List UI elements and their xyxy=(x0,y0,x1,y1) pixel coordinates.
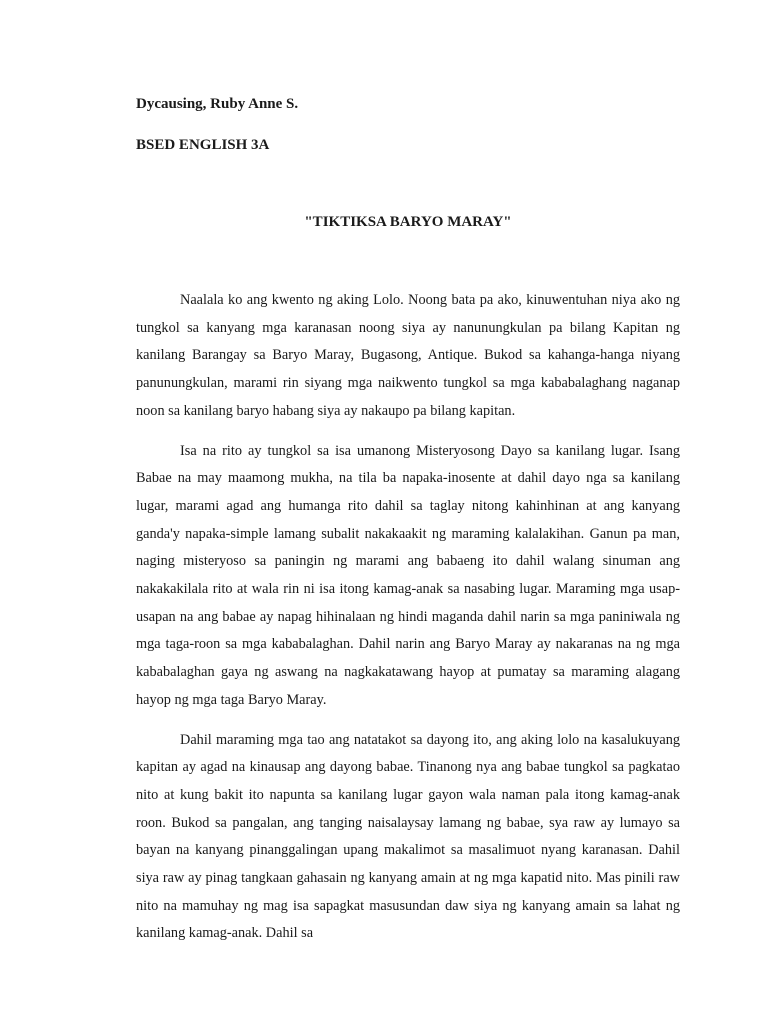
essay-title: "TIKTIKSA BARYO MARAY" xyxy=(304,214,512,230)
author-name: Dycausing, Ruby Anne S. xyxy=(136,96,299,112)
paragraph: Naalala ko ang kwento ng aking Lolo. Noong bata pa ako, kinuwentuhan niya ako ng tungkol sa kanyang mga karanasan noong siya ay nanunungkulan pa bilang Kapitan ng kanilang Barangay sa Baryo Maray, Bugasong, Antique. Bukod sa kahanga-hanga niyang panunungkulan, marami rin siyang mga naikwento tungkol sa mga kababalaghang naganap noon sa kanilang baryo habang siya ay nakaupo pa bilang kapitan. xyxy=(136,292,680,419)
essay-body xyxy=(136,287,680,948)
paragraph: Isa na rito ay tungkol sa isa umanong Misteryosong Dayo sa kanilang lugar. Isang Babae na may maamong mukha, na tila ba napaka-inosente at dahil dayo nga sa kanilang lugar, marami agad ang humanga rito dahil sa taglay nitong kahinhinan at ang kanyang ganda'y napaka-simple lamang subalit nakakaakit ng maraming kalalakihan. Ganun pa man, naging misteryoso sa paningin ng marami ang babaeng ito dahil walang sinuman ang nakakakilala rito at wala rin ni isa itong kamag-anak sa nasabing lugar. Maraming mga usap- usapan na ang babae ay napag hihinalaan ng hindi maganda dahil narin sa mga paniniwala ng mga taga-roon sa mga kababalaghan. Dahil narin ang Baryo Maray ay nakaranas na ng mga kababalaghan gaya ng aswang na nagkakatawang hayop at pumatay sa maraming alagang hayop ng mga taga Baryo Maray. xyxy=(136,442,680,708)
course-section: BSED ENGLISH 3A xyxy=(136,137,270,153)
paragraph: Dahil maraming mga tao ang natatakot sa dayong ito, ang aking lolo na kasalukuyang kapitan ay agad na kinausap ang dayong babae. Tinanong nya ang babae tungkol sa pagkatao nito at kung bakit ito napunta sa kanilang lugar gayon wala naman pala itong kamag-anak roon. Bukod sa pangalan, ang tanging naisalaysay lamang ng babae, sya raw ay lumayo sa bayan na kanyang pinanggalingan upang makalimot sa masalimuot nyang karanasan. Dahil siya raw ay pinag tangkaan gahasain ng kanyang amain at ng mga kapatid nito. Mas pinili raw nito na mamuhay ng mag isa sapagkat masusundan daw siya ng kanyang amain sa lahat ng kanilang kamag-anak. Dahil sa xyxy=(136,731,680,942)
document-page xyxy=(136,94,680,960)
